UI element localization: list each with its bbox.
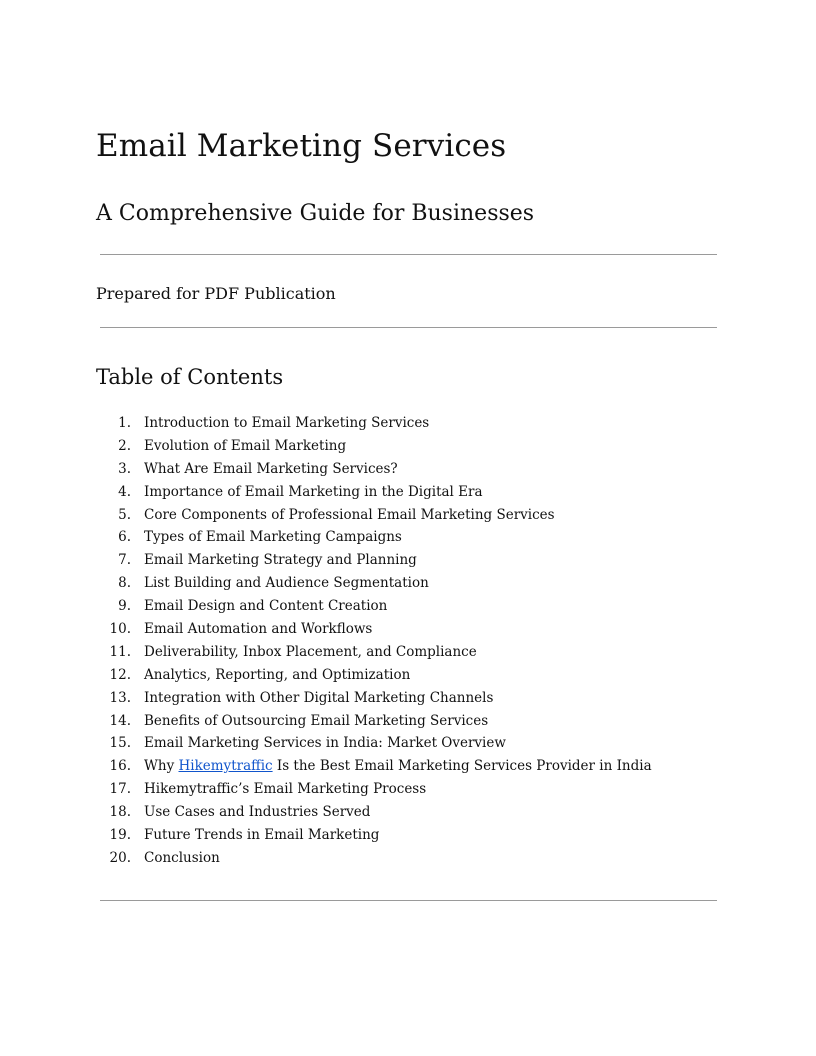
document-title: Email Marketing Services bbox=[96, 128, 507, 164]
toc-item-7 bbox=[100, 549, 740, 572]
toc-item-5 bbox=[100, 504, 740, 527]
toc-item-number: 7. bbox=[118, 552, 131, 569]
toc-item-number: 10. bbox=[109, 621, 131, 638]
horizontal-divider bbox=[100, 900, 717, 901]
toc-item-number: 1. bbox=[118, 415, 131, 431]
toc-item-14 bbox=[100, 710, 740, 733]
toc-item-text: Email Marketing Services in India: Market Overview bbox=[144, 735, 506, 752]
toc-item-18 bbox=[100, 801, 740, 824]
toc-item-text: Introduction to Email Marketing Services bbox=[144, 415, 430, 431]
toc-item-text: List Building and Audience Segmentation bbox=[144, 575, 429, 592]
horizontal-divider bbox=[100, 254, 717, 255]
toc-item-9 bbox=[100, 595, 740, 618]
toc-item-text: Analytics, Reporting, and Optimization bbox=[144, 666, 411, 683]
toc-item-number: 3. bbox=[118, 460, 131, 477]
toc-item-number: 16. bbox=[109, 758, 131, 775]
toc-item-text: Future Trends in Email Marketing bbox=[144, 827, 380, 844]
toc-item-11 bbox=[100, 641, 740, 664]
toc-item-number: 19. bbox=[109, 827, 131, 844]
toc-item-text: Benefits of Outsourcing Email Marketing Services bbox=[144, 712, 489, 729]
toc-item-12 bbox=[100, 664, 740, 687]
toc-item-text: Email Automation and Workflows bbox=[144, 621, 373, 638]
toc-item-number: 20. bbox=[109, 849, 131, 866]
toc-item-text: Evolution of Email Marketing bbox=[144, 437, 347, 454]
toc-item-text bbox=[144, 755, 652, 778]
toc-item-number: 15. bbox=[109, 735, 131, 752]
toc-item-text: Core Components of Professional Email Marketing Services bbox=[144, 506, 555, 523]
toc-item-19 bbox=[100, 824, 740, 847]
toc-item-15 bbox=[100, 732, 740, 755]
toc-item-number: 14. bbox=[109, 712, 131, 729]
toc-item-3 bbox=[100, 458, 740, 481]
toc-item-4 bbox=[100, 481, 740, 504]
toc-item-8 bbox=[100, 572, 740, 595]
toc-item-number: 9. bbox=[118, 598, 131, 615]
toc-item-6 bbox=[100, 526, 740, 549]
toc-item-number: 5. bbox=[118, 506, 131, 523]
toc-item-13 bbox=[100, 687, 740, 710]
toc-item-prefix: Why bbox=[144, 758, 179, 775]
table-of-contents-list bbox=[100, 412, 740, 870]
toc-item-16 bbox=[100, 755, 740, 778]
toc-item-text: Deliverability, Inbox Placement, and Compliance bbox=[144, 643, 477, 660]
toc-item-text: What Are Email Marketing Services? bbox=[144, 460, 398, 477]
toc-item-number: 12. bbox=[109, 666, 131, 683]
toc-item-text: Importance of Email Marketing in the Digital Era bbox=[144, 483, 483, 500]
toc-item-number: 8. bbox=[118, 575, 131, 592]
toc-item-1 bbox=[100, 412, 740, 435]
toc-item-number: 6. bbox=[118, 529, 131, 546]
toc-item-suffix: Is the Best Email Marketing Services Provider in India bbox=[272, 758, 652, 775]
toc-item-number: 11. bbox=[109, 643, 131, 660]
toc-item-2 bbox=[100, 435, 740, 458]
toc-item-number: 17. bbox=[109, 781, 131, 798]
toc-item-text: Email Design and Content Creation bbox=[144, 598, 388, 615]
toc-item-20 bbox=[100, 847, 740, 870]
toc-item-text: Email Marketing Strategy and Planning bbox=[144, 552, 417, 569]
toc-item-number: 18. bbox=[109, 804, 131, 821]
toc-item-text: Integration with Other Digital Marketing Channels bbox=[144, 689, 494, 706]
hikemytraffic-link[interactable]: Hikemytraffic bbox=[178, 758, 273, 775]
publication-note: Prepared for PDF Publication bbox=[96, 284, 336, 303]
document-subtitle: A Comprehensive Guide for Businesses bbox=[96, 201, 535, 226]
toc-item-text: Use Cases and Industries Served bbox=[144, 804, 371, 821]
toc-heading: Table of Contents bbox=[96, 365, 284, 389]
toc-item-number: 4. bbox=[118, 483, 131, 500]
toc-item-number: 2. bbox=[118, 437, 131, 454]
horizontal-divider bbox=[100, 327, 717, 328]
toc-item-number: 13. bbox=[109, 689, 131, 706]
toc-item-text: Types of Email Marketing Campaigns bbox=[144, 529, 402, 546]
toc-item-text: Conclusion bbox=[144, 849, 220, 866]
toc-item-17 bbox=[100, 778, 740, 801]
toc-item-10 bbox=[100, 618, 740, 641]
toc-item-text: Hikemytraffic’s Email Marketing Process bbox=[144, 781, 427, 798]
